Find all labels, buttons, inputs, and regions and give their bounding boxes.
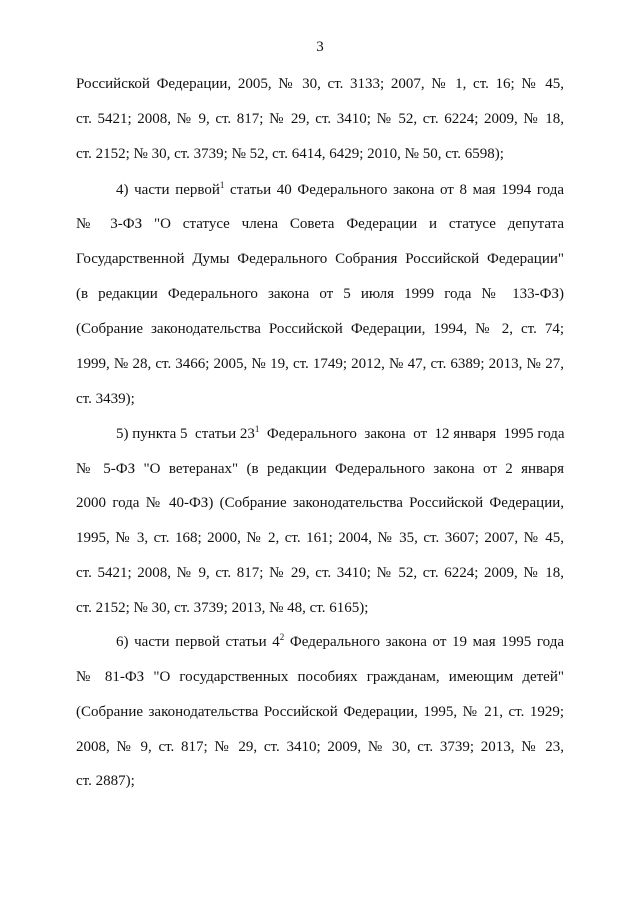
text-line: (в редакции Федерального закона от 5 июля 1999 года № 133-ФЗ)	[76, 286, 564, 302]
text-segment: Федерального закона от 12 января 1995 года	[259, 426, 565, 442]
text-line: № 5-ФЗ "О ветеранах" (в редакции Федерального закона от 2 января	[76, 461, 564, 477]
text-line	[116, 633, 564, 651]
text-line: № 3-ФЗ "О статусе члена Совета Федерации и статусе депутата	[76, 216, 564, 232]
text-line: Государственной Думы Федерального Собрания Российской Федерации"	[76, 251, 564, 267]
superscript: 2	[279, 632, 285, 642]
text-line: ст. 2887);	[76, 773, 135, 789]
superscript: 1	[219, 180, 225, 190]
text-segment: 5) пункта 5 статьи 23	[116, 426, 255, 442]
text-line: 2000 года № 40-ФЗ) (Собрание законодательства Российской Федерации,	[76, 495, 564, 511]
text-line: (Собрание законодательства Российской Федерации, 1995, № 21, ст. 1929;	[76, 704, 564, 720]
text-line: 1999, № 28, ст. 3466; 2005, № 19, ст. 1749; 2012, № 47, ст. 6389; 2013, № 27,	[76, 356, 564, 372]
text-line: ст. 3439);	[76, 391, 135, 407]
page-number: 3	[316, 39, 324, 55]
text-segment: статьи 40 Федерального закона от 8 мая 1994 года	[224, 182, 564, 198]
text-line: ст. 5421; 2008, № 9, ст. 817; № 29, ст. 3410; № 52, ст. 6224; 2009, № 18,	[76, 565, 564, 581]
text-line: № 81-ФЗ "О государственных пособиях гражданам, имеющим детей"	[76, 669, 564, 685]
text-line: Российской Федерации, 2005, № 30, ст. 3133; 2007, № 1, ст. 16; № 45,	[76, 76, 564, 92]
text-line	[116, 425, 564, 443]
text-line: 1995, № 3, ст. 168; 2000, № 2, ст. 161; 2004, № 35, ст. 3607; 2007, № 45,	[76, 530, 564, 546]
text-segment: 6) части первой статьи 4	[116, 634, 280, 650]
text-line: ст. 5421; 2008, № 9, ст. 817; № 29, ст. 3410; № 52, ст. 6224; 2009, № 18,	[76, 111, 564, 127]
text-line: ст. 2152; № 30, ст. 3739; № 52, ст. 6414, 6429; 2010, № 50, ст. 6598);	[76, 146, 504, 162]
text-line: (Собрание законодательства Российской Федерации, 1994, № 2, ст. 74;	[76, 321, 564, 337]
text-line: 2008, № 9, ст. 817; № 29, ст. 3410; 2009, № 30, ст. 3739; 2013, № 23,	[76, 739, 564, 755]
superscript: 1	[254, 424, 260, 434]
text-line: ст. 2152; № 30, ст. 3739; 2013, № 48, ст. 6165);	[76, 600, 369, 616]
text-segment: Федерального закона от 19 мая 1995 года	[284, 634, 565, 650]
text-segment: 4) части первой	[116, 182, 220, 198]
text-line	[116, 181, 564, 199]
